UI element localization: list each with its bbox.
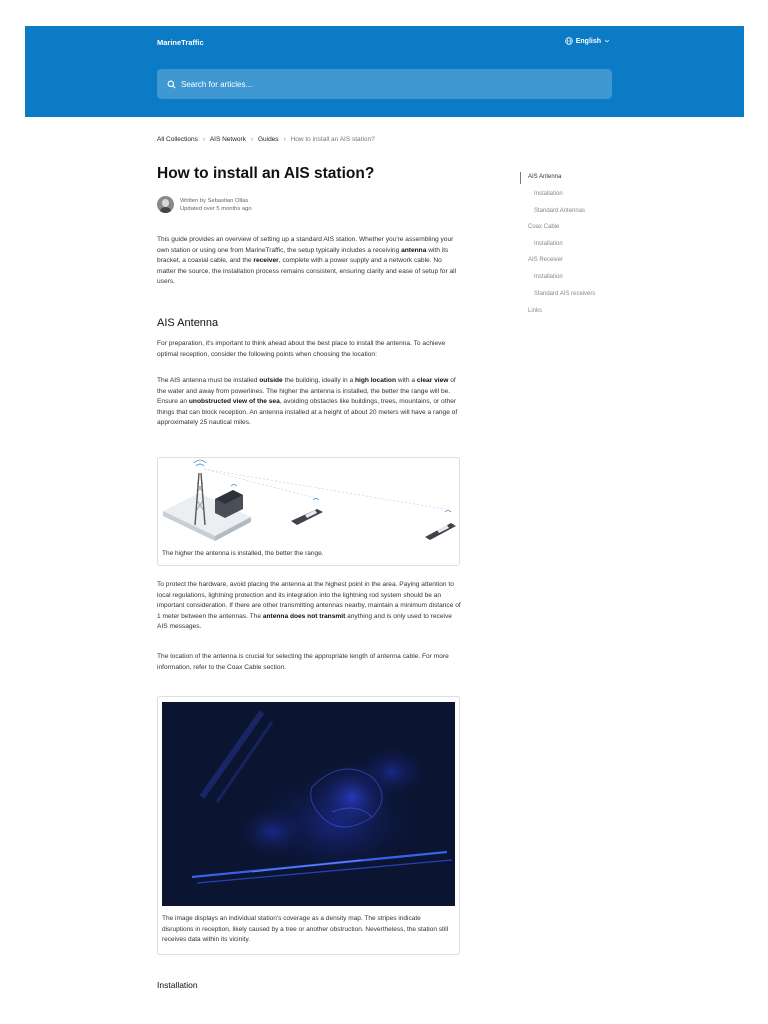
figure-caption: The image displays an individual station's coverage as a density map. The stripes indicate disruptions in reception, likely caused by a tree or another obstruction. Nevertheless, the station still receives data within its vicinity. bbox=[162, 915, 449, 943]
search-bar[interactable] bbox=[157, 69, 612, 99]
header-bar bbox=[25, 26, 744, 117]
toc-item-standard-antennas[interactable]: Standard Antennas bbox=[534, 208, 586, 214]
avatar bbox=[157, 196, 174, 213]
section-heading: AIS Antenna bbox=[157, 317, 219, 329]
toc-item-ais-antenna[interactable]: AIS Antenna bbox=[528, 174, 562, 180]
brand-logo[interactable]: MarineTraffic bbox=[157, 38, 204, 47]
toc-item-ais-receiver[interactable]: AIS Receiver bbox=[528, 257, 564, 263]
figure-caption: The higher the antenna is installed, the better the range. bbox=[162, 550, 324, 557]
chevron-right-icon: › bbox=[202, 136, 205, 143]
subsection-heading: Installation bbox=[157, 980, 198, 990]
page-title: How to install an AIS station? bbox=[157, 165, 375, 182]
preparation-paragraph: For preparation, it's important to think ahead about the best place to install the antenna. To achieve optimal reception, consider the following points when choosing the location: bbox=[157, 340, 446, 358]
toc-item-standard-ais-receivers[interactable]: Standard AIS receivers bbox=[534, 291, 596, 297]
antenna-range-illustration bbox=[159, 459, 458, 544]
author-info bbox=[157, 196, 252, 213]
toc-active-indicator bbox=[520, 172, 521, 184]
globe-icon bbox=[565, 37, 573, 45]
chevron-down-icon bbox=[604, 38, 610, 44]
toc-item-links[interactable]: Links bbox=[528, 308, 543, 314]
breadcrumb-item[interactable]: Guides bbox=[257, 136, 279, 143]
breadcrumb-item[interactable]: AIS Network bbox=[209, 136, 246, 143]
search-icon bbox=[167, 80, 176, 89]
breadcrumb-current: How to install an AIS station? bbox=[290, 136, 375, 143]
density-map-image bbox=[162, 702, 455, 906]
intro-paragraph: This guide provides an overview of setting up a standard AIS station. Whether you're assembling your own station or using one from MarineTraffic, the setup typically includes a receiving antenna with its bracket, a coaxial cable, and the receiver, complete with a power supply and a network cable. No matter the source, the installation process remains consistent, ensuring clarity and ease of setup for all users. bbox=[157, 236, 457, 285]
toc-item-coax-cable[interactable]: Coax Cable bbox=[528, 224, 560, 230]
language-label: English bbox=[575, 37, 601, 45]
chevron-right-icon: › bbox=[250, 136, 253, 143]
toc-item-installation[interactable]: Installation bbox=[534, 274, 563, 280]
toc-item-installation[interactable]: Installation bbox=[534, 191, 563, 197]
figure-density-map bbox=[157, 696, 460, 955]
coax-paragraph: The location of the antenna is crucial for selecting the appropriate length of antenna cable. For more information, refer to the Coax Cable section. bbox=[157, 653, 449, 671]
breadcrumb-item[interactable]: All Collections bbox=[157, 136, 198, 143]
hardware-paragraph: To protect the hardware, avoid placing the antenna at the highest point in the area. Paying attention to local regulations, lightning protection and its integration into the lightning rod system should be an important consideration. If there are other transmitting antennas nearby, maintain a minimum distance of 1 meter between the antennas. The antenna does not transmit anything and is only used to receive AIS messages. bbox=[157, 581, 461, 630]
location-paragraph: The AIS antenna must be installed outside the building, ideally in a high location with a clear view of the water and away from powerlines. The higher the antenna is installed, the better the range will be. Ensure an unobstructed view of the sea, avoiding obstacles like buildings, trees, mountains, or other things that can block reception. An antenna installed at a height of about 20 meters will have a range of approximately 25 nautical miles. bbox=[157, 377, 458, 426]
language-selector[interactable] bbox=[565, 37, 610, 45]
figure-antenna-range bbox=[157, 457, 460, 566]
chevron-right-icon: › bbox=[283, 136, 286, 143]
toc-item-installation[interactable]: Installation bbox=[534, 241, 563, 247]
breadcrumb bbox=[157, 136, 375, 143]
search-input[interactable] bbox=[181, 80, 561, 89]
updated-line: Updated over 5 months ago bbox=[180, 205, 252, 212]
author-line: Written by Sebastian Ollas bbox=[180, 197, 249, 204]
